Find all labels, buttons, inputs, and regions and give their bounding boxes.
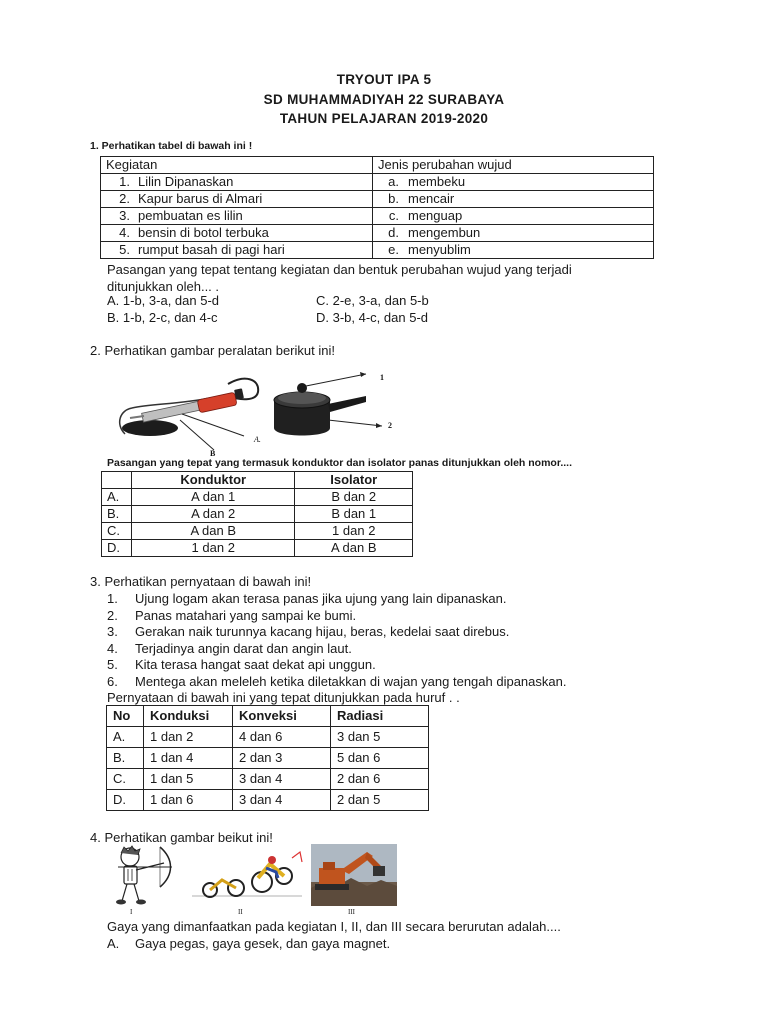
row-label: D. (107, 790, 144, 811)
table-row[interactable] (102, 489, 413, 506)
statement-text: Gerakan naik turunnya kacang hijau, beras, kedelai saat direbus. (135, 624, 510, 639)
table-header-cell: Kegiatan (101, 157, 373, 174)
konveksi-cell: 2 dan 3 (233, 748, 331, 769)
statement-number: 4. (107, 641, 118, 656)
table-header-row (101, 157, 654, 174)
statement-text: Terjadinya angin darat dan angin laut. (135, 641, 352, 656)
isolator-cell: 1 dan 2 (295, 523, 413, 540)
table-row (101, 225, 654, 242)
q1-table (100, 156, 654, 259)
table-row (101, 174, 654, 191)
q1-question-line-2: ditunjukkan oleh... . (107, 279, 220, 294)
activity-cell: bensin di botol terbuka (138, 225, 269, 240)
table-row[interactable] (102, 506, 413, 523)
soldering-iron-image (110, 374, 270, 458)
option-label: A. (107, 936, 120, 951)
row-number: 1. (119, 174, 130, 189)
table-header-cell (102, 472, 132, 489)
table-header-cell: Konduktor (132, 472, 295, 489)
table-row[interactable] (102, 540, 413, 557)
statement-item (107, 641, 352, 656)
title-line-3: TAHUN PELAJARAN 2019-2020 (279, 111, 489, 126)
statement-item (107, 657, 376, 672)
statement-text: Kita terasa hangat saat dekat api unggun. (135, 657, 376, 672)
konduksi-cell: 1 dan 2 (144, 727, 233, 748)
row-label: D. (102, 540, 132, 557)
statement-number: 2. (107, 608, 118, 623)
q2-question: Pasangan yang tepat yang termasuk konduktor dan isolator panas ditunjukkan oleh nomor.... (107, 457, 573, 469)
q2-table (101, 471, 413, 557)
statement-item (107, 591, 506, 606)
row-number: 4. (119, 225, 130, 240)
q1-option-b[interactable]: B. 1-b, 2-c, dan 4-c (107, 310, 218, 325)
title-line-2: SD MUHAMMADIYAH 22 SURABAYA (263, 92, 505, 107)
konduksi-cell: 1 dan 6 (144, 790, 233, 811)
konduktor-cell: A dan B (132, 523, 295, 540)
q1-question-line-1: Pasangan yang tepat tentang kegiatan dan bentuk perubahan wujud yang terjadi (107, 262, 572, 277)
konveksi-cell: 3 dan 4 (233, 769, 331, 790)
activity-cell: rumput basah di pagi hari (138, 242, 285, 257)
change-cell: mengembun (408, 225, 481, 240)
q1-option-a[interactable]: A. 1-b, 3-a, dan 5-d (107, 293, 220, 308)
row-label: C. (102, 523, 132, 540)
statement-number: 5. (107, 657, 118, 672)
table-header-cell: Konveksi (233, 706, 331, 727)
crane-magnet-image (311, 844, 397, 906)
konduktor-cell: A dan 2 (132, 506, 295, 523)
statement-item (107, 608, 356, 623)
table-header-cell: Jenis perubahan wujud (373, 157, 654, 174)
q4-prompt: 4. Perhatikan gambar beikut ini! (90, 830, 273, 845)
figure-label-i: I (130, 908, 133, 916)
row-letter: e. (388, 242, 399, 257)
row-label: B. (107, 748, 144, 769)
activity-cell: pembuatan es lilin (138, 208, 243, 223)
table-row[interactable] (107, 727, 429, 748)
konveksi-cell: 3 dan 4 (233, 790, 331, 811)
activity-cell: Lilin Dipanaskan (138, 174, 234, 189)
row-label: B. (102, 506, 132, 523)
row-letter: a. (388, 174, 399, 189)
row-label: A. (102, 489, 132, 506)
q1-prompt: 1. Perhatikan tabel di bawah ini ! (90, 140, 253, 152)
table-row (101, 242, 654, 259)
statement-text: Mentega akan meleleh ketika diletakkan di wajan yang tengah dipanaskan. (135, 674, 567, 689)
figure-label-1: 1 (380, 373, 384, 382)
change-cell: menyublim (408, 242, 471, 257)
radiasi-cell: 2 dan 6 (331, 769, 429, 790)
figure-label-2: 2 (388, 421, 392, 430)
change-cell: menguap (408, 208, 463, 223)
radiasi-cell: 2 dan 5 (331, 790, 429, 811)
table-header-cell: Radiasi (331, 706, 429, 727)
motorcycle-image (192, 848, 304, 904)
row-number: 5. (119, 242, 130, 257)
row-number: 2. (119, 191, 130, 206)
statement-number: 3. (107, 624, 118, 639)
isolator-cell: A dan B (295, 540, 413, 557)
q2-prompt: 2. Perhatikan gambar peralatan berikut ini! (90, 343, 335, 358)
q3-question: Pernyataan di bawah ini yang tepat ditunjukkan pada huruf . . (107, 690, 460, 705)
row-letter: b. (388, 191, 399, 206)
table-header-cell: Konduksi (144, 706, 233, 727)
change-cell: membeku (408, 174, 466, 189)
row-number: 3. (119, 208, 130, 223)
q4-question: Gaya yang dimanfaatkan pada kegiatan I, II, dan III secara berurutan adalah.... (107, 919, 561, 934)
table-header-cell: Isolator (295, 472, 413, 489)
konduktor-cell: A dan 1 (132, 489, 295, 506)
q3-prompt: 3. Perhatikan pernyataan di bawah ini! (90, 574, 312, 589)
statement-number: 1. (107, 591, 118, 606)
konduksi-cell: 1 dan 4 (144, 748, 233, 769)
table-header-cell: No (107, 706, 144, 727)
isolator-cell: B dan 2 (295, 489, 413, 506)
q4-option-a[interactable] (107, 936, 390, 951)
statement-item (107, 624, 509, 639)
table-row (101, 208, 654, 225)
konduktor-cell: 1 dan 2 (132, 540, 295, 557)
figure-label-a: A. (254, 435, 261, 444)
change-cell: mencair (408, 191, 455, 206)
title-line-1: TRYOUT IPA 5 (336, 72, 432, 87)
row-letter: d. (388, 225, 399, 240)
figure-label-b: B (210, 449, 216, 458)
table-row[interactable] (107, 748, 429, 769)
konveksi-cell: 4 dan 6 (233, 727, 331, 748)
statement-number: 6. (107, 674, 118, 689)
figure-label-iii: III (348, 908, 355, 916)
isolator-cell: B dan 1 (295, 506, 413, 523)
row-label: A. (107, 727, 144, 748)
statement-text: Panas matahari yang sampai ke bumi. (135, 608, 357, 623)
radiasi-cell: 3 dan 5 (331, 727, 429, 748)
figure-label-ii: II (238, 908, 243, 916)
row-label: C. (107, 769, 144, 790)
q3-table (106, 705, 429, 811)
statement-text: Ujung logam akan terasa panas jika ujung yang lain dipanaskan. (135, 591, 507, 606)
row-letter: c. (388, 208, 399, 223)
q1-option-c[interactable]: C. 2-e, 3-a, dan 5-b (316, 293, 429, 308)
table-row[interactable] (102, 523, 413, 540)
saucepan-image (266, 366, 396, 444)
table-row (101, 191, 654, 208)
activity-cell: Kapur barus di Almari (138, 191, 263, 206)
statement-item (107, 674, 566, 689)
q1-option-d[interactable]: D. 3-b, 4-c, dan 5-d (316, 310, 428, 325)
konduksi-cell: 1 dan 5 (144, 769, 233, 790)
archer-image (110, 845, 178, 909)
table-row[interactable] (107, 790, 429, 811)
table-header-row (107, 706, 429, 727)
radiasi-cell: 5 dan 6 (331, 748, 429, 769)
table-row[interactable] (107, 769, 429, 790)
table-header-row (102, 472, 413, 489)
option-text: Gaya pegas, gaya gesek, dan gaya magnet. (135, 936, 391, 951)
